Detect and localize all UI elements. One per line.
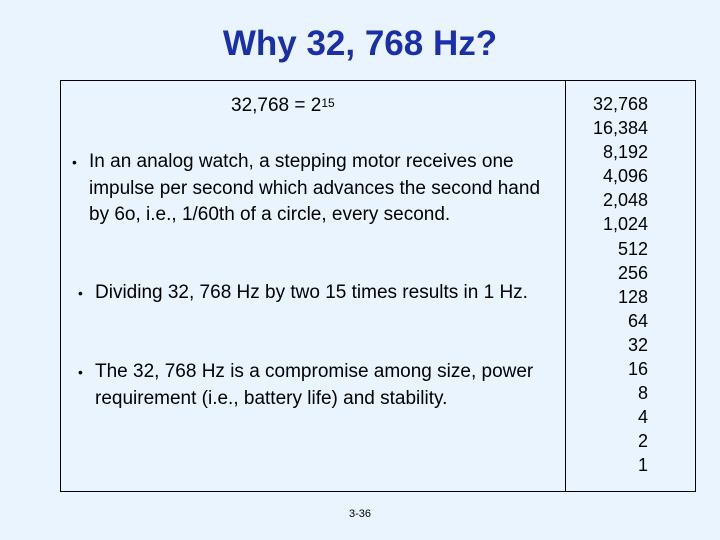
power-value: 2,048 xyxy=(602,190,648,211)
bullet-text: In an analog watch, a stepping motor receives one impulse per second which advances the second hand by 6o, i.e., 1/60th of a circle, every second. xyxy=(89,151,541,225)
bullet-marker: • xyxy=(78,285,83,301)
power-value: 128 xyxy=(617,286,648,307)
equation-exponent: 15 xyxy=(321,96,335,110)
power-value: 8,192 xyxy=(602,142,648,163)
power-value: 8 xyxy=(637,383,648,404)
power-value: 64 xyxy=(627,310,648,331)
power-value: 4 xyxy=(637,407,648,428)
power-value: 4,096 xyxy=(602,166,648,187)
bullet-item-compromise xyxy=(78,359,548,412)
power-value: 512 xyxy=(617,238,648,259)
bullet-text: The 32, 768 Hz is a compromise among size, power requirement (i.e., battery life) and stability. xyxy=(95,361,534,409)
power-value: 32 xyxy=(627,334,648,355)
power-value: 16,384 xyxy=(592,118,648,139)
power-equation xyxy=(231,94,335,118)
slide-title: Why 32, 768 Hz? xyxy=(222,24,498,63)
powers-of-two-list xyxy=(566,92,648,478)
power-value: 1 xyxy=(637,455,648,476)
bullet-marker: • xyxy=(72,154,77,170)
bullet-text: Dividing 32, 768 Hz by two 15 times results in 1 Hz. xyxy=(95,282,528,303)
power-value: 256 xyxy=(617,262,648,283)
power-value: 16 xyxy=(627,359,648,380)
bullet-marker: • xyxy=(78,364,83,380)
power-value: 2 xyxy=(637,431,648,452)
equation-base: 32,768 = 2 xyxy=(231,95,322,116)
bullet-item-dividing xyxy=(78,280,548,307)
power-value: 1,024 xyxy=(602,214,648,235)
slide-number: 3-36 xyxy=(348,508,372,520)
power-value: 32,768 xyxy=(592,94,648,114)
bullet-item-analog-watch xyxy=(72,149,552,229)
